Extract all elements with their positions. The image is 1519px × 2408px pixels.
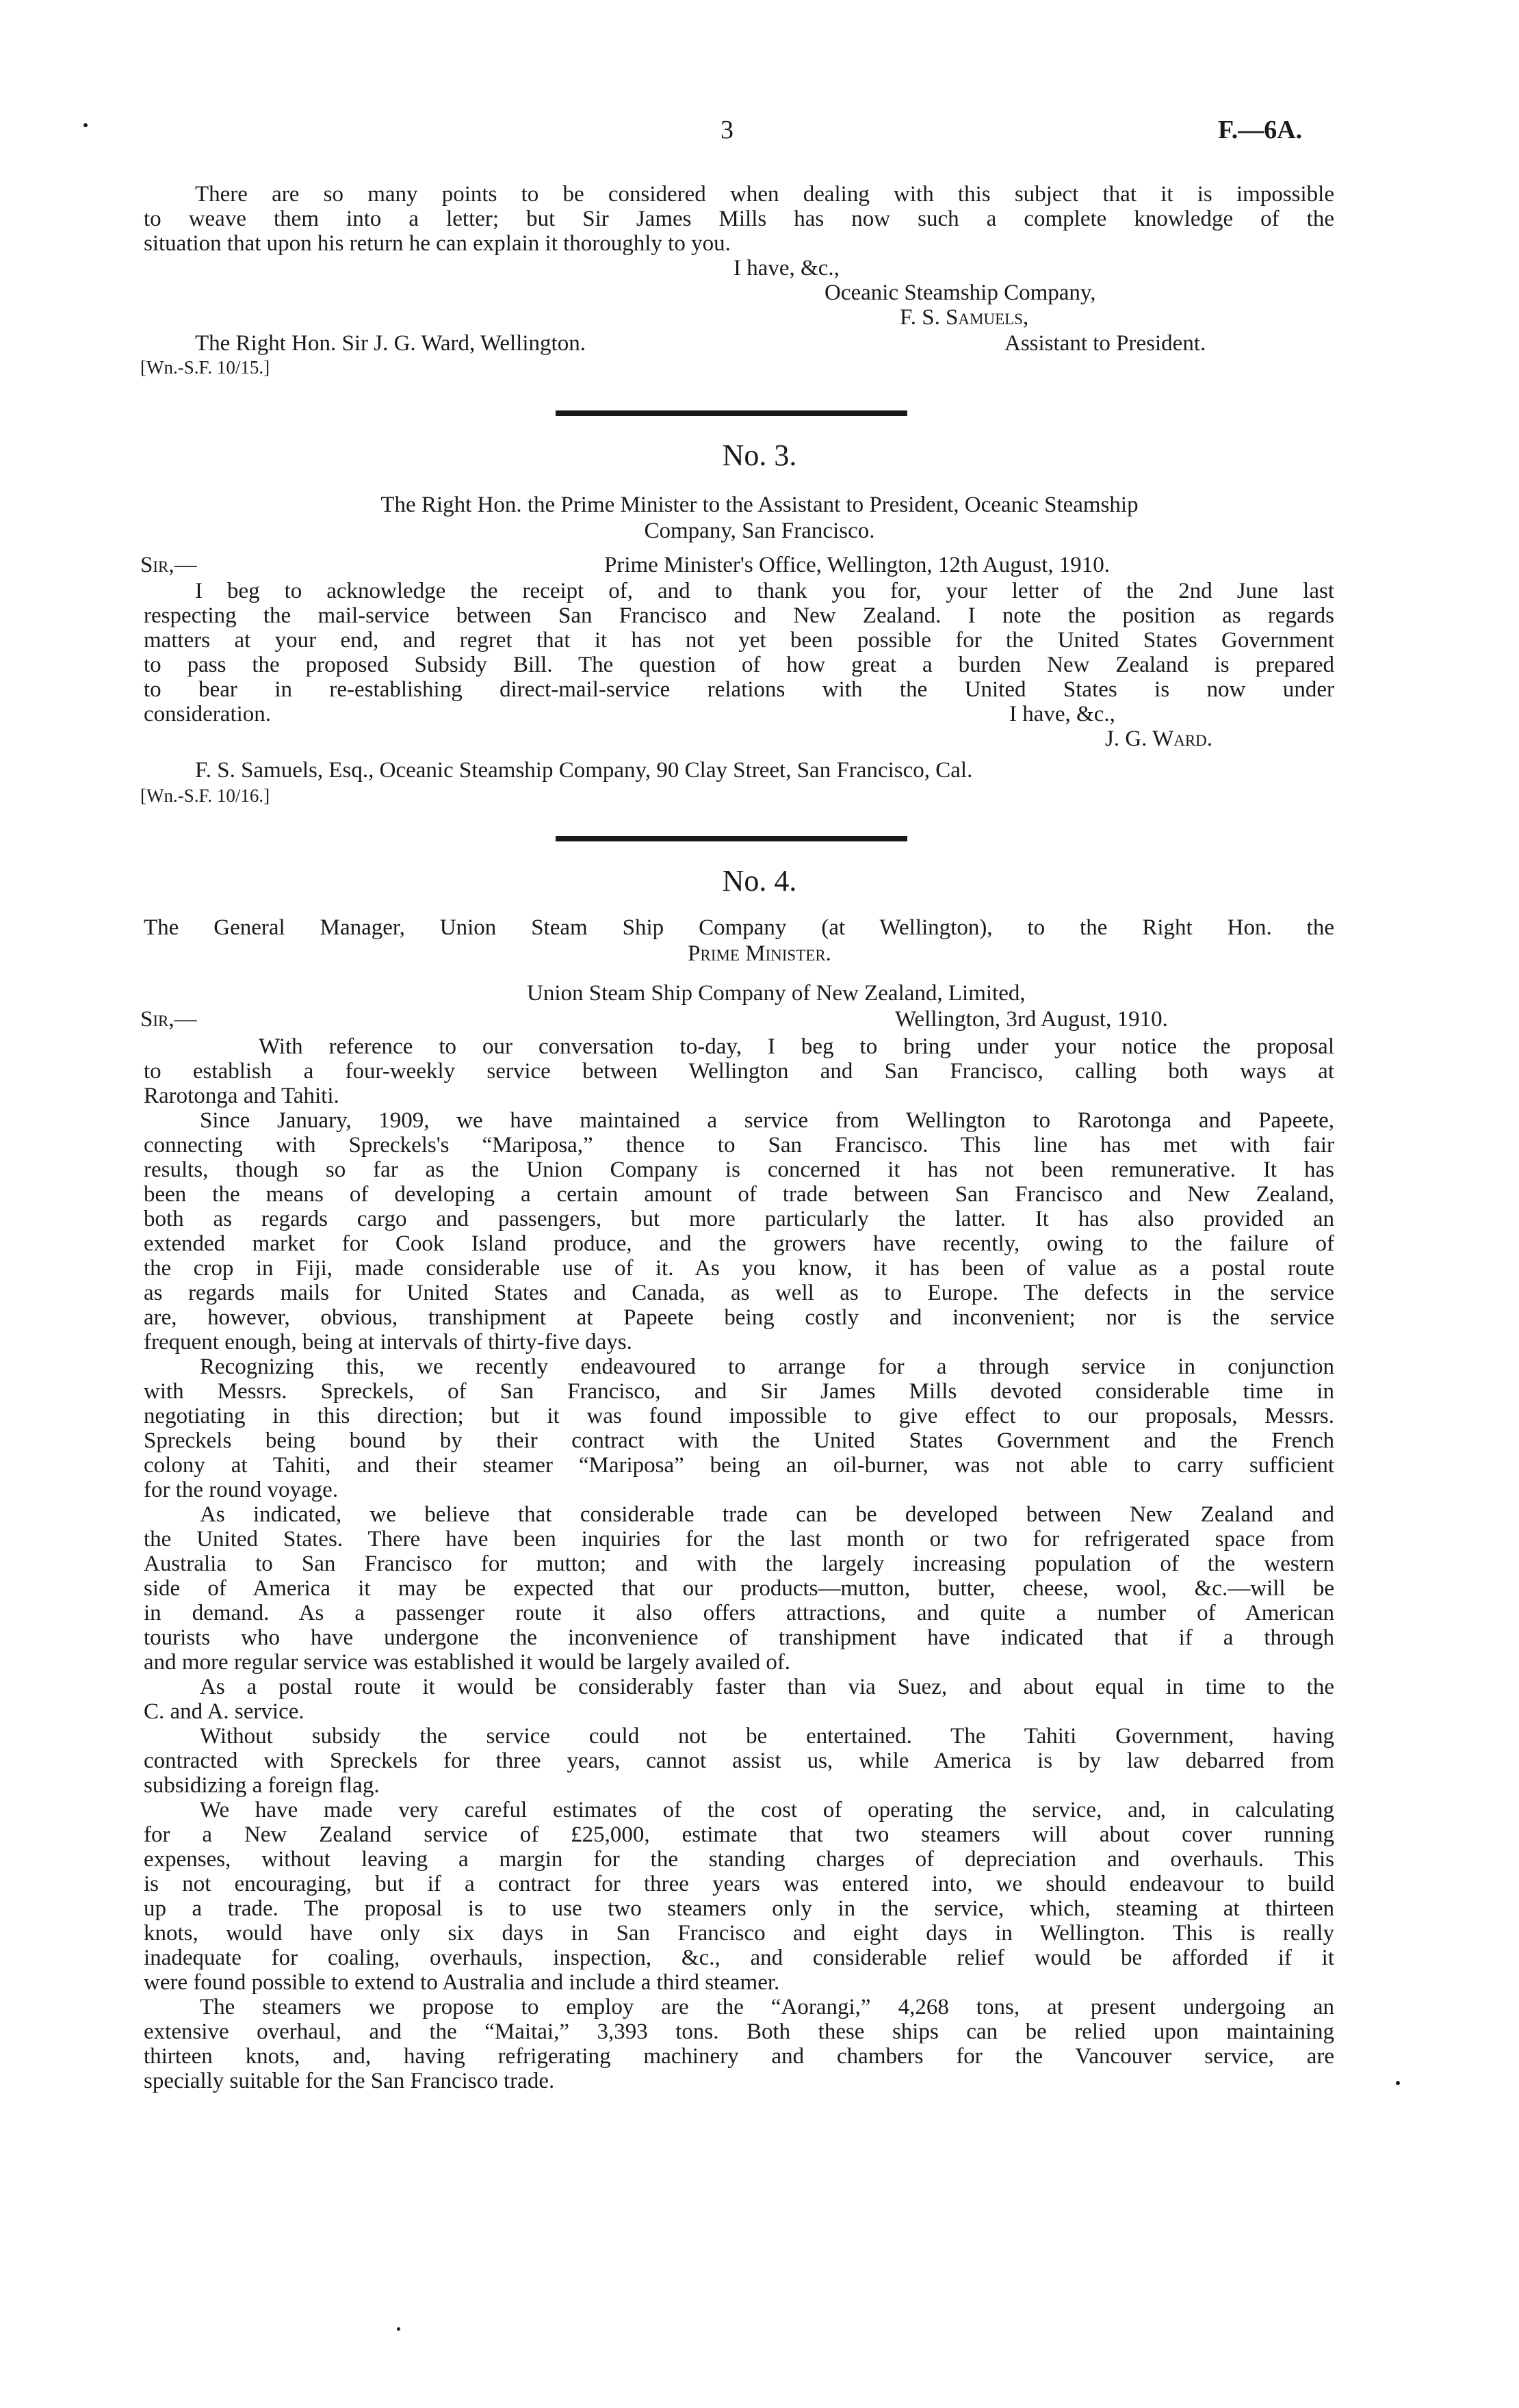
no4-line-20: As indicated, we believe that considerable trade can be developed between New Zealand and [200, 1502, 1334, 1527]
no4-line-6: results, though so far as the Union Company is concerned it has not been remunerative. It has [144, 1157, 1334, 1182]
no4-line-39: were found possible to extend to Australia and include a third steamer. [144, 1970, 780, 1995]
no4-line-14: Recognizing this, we recently endeavoured to arrange for a through service in conjunction [200, 1354, 1334, 1379]
no3-line-4: to pass the proposed Subsidy Bill. The question of how great a burden New Zealand is prepared [144, 653, 1334, 677]
no3-addressee: F. S. Samuels, Esq., Oceanic Steamship Company, 90 Clay Street, San Francisco, Cal. [195, 758, 973, 783]
section-divider-1 [556, 410, 907, 416]
no4-line-21: the United States. There have been inquiries for the last month or two for refrigerated space from [144, 1527, 1334, 1552]
document-code: F.—6A. [1218, 116, 1303, 144]
no4-line-1: With reference to our conversation to-day, I beg to bring under your notice the proposal [259, 1034, 1334, 1059]
no3-signatory: J. G. Ward. [1105, 727, 1213, 751]
no3-salutation: Sir,— [140, 553, 197, 577]
no3-heading-line-2: Company, San Francisco. [644, 519, 875, 543]
margin-mark [83, 123, 88, 127]
no4-line-12: are, however, obvious, transhipment at Papeete being costly and inconvenient; nor is the service [144, 1305, 1334, 1330]
no4-line-37: knots, would have only six days in San Francisco and eight days in Wellington. This is really [144, 1921, 1334, 1946]
no4-line-31: subsidizing a foreign flag. [144, 1773, 380, 1798]
no2-line-1: There are so many points to be considered when dealing with this subject that it is impossible [195, 182, 1334, 207]
no2-signatory: F. S. Samuels, [900, 305, 1029, 330]
no4-salutation: Sir,— [140, 1007, 197, 1032]
no4-line-28: C. and A. service. [144, 1699, 304, 1724]
no3-line-2: respecting the mail-service between San Francisco and New Zealand. I note the position as regards [144, 603, 1334, 628]
no4-line-43: specially suitable for the San Francisco trade. [144, 2069, 555, 2093]
no4-line-5: connecting with Spreckels's “Mariposa,” thence to San Francisco. This line has met with fair [144, 1133, 1334, 1157]
no4-line-3: Rarotonga and Tahiti. [144, 1084, 339, 1108]
no3-reference: [Wn.-S.F. 10/16.] [140, 785, 270, 806]
margin-mark [1396, 2081, 1400, 2085]
no3-heading-line-1: The Right Hon. the Prime Minister to the Assistant to President, Oceanic Steamship [380, 493, 1139, 517]
no3-title: No. 3. [722, 439, 797, 472]
page-number: 3 [720, 116, 733, 144]
no4-place-date: Wellington, 3rd August, 1910. [895, 1007, 1168, 1032]
no4-heading-line-1: The General Manager, Union Steam Ship Company (at Wellington), to the Right Hon. the [144, 915, 1334, 940]
no4-line-19: for the round voyage. [144, 1478, 339, 1502]
no4-sender: Union Steam Ship Company of New Zealand, Limited, [527, 981, 1026, 1006]
no4-line-8: both as regards cargo and passengers, but more particularly the latter. It has also provided an [144, 1207, 1334, 1231]
no2-company: Oceanic Steamship Company, [825, 280, 1096, 305]
no4-line-11: as regards mails for United States and Canada, as well as to Europe. The defects in the service [144, 1281, 1334, 1305]
no4-line-4: Since January, 1909, we have maintained a service from Wellington to Rarotonga and Papeete, [200, 1108, 1334, 1133]
no3-place-date: Prime Minister's Office, Wellington, 12th August, 1910. [604, 553, 1111, 577]
no4-line-10: the crop in Fiji, made considerable use of it. As you know, it has been of value as a postal route [144, 1256, 1334, 1281]
no4-line-33: for a New Zealand service of £25,000, estimate that two steamers will about cover running [144, 1822, 1334, 1847]
no3-line-6: consideration. [144, 702, 272, 727]
no4-line-29: Without subsidy the service could not be entertained. The Tahiti Government, having [200, 1724, 1334, 1749]
no4-line-34: expenses, without leaving a margin for the standing charges of depreciation and overhauls. This [144, 1847, 1334, 1872]
no4-line-35: is not encouraging, but if a contract for three years was entered into, we should endeavour to build [144, 1872, 1334, 1896]
no4-line-36: up a trade. The proposal is to use two steamers only in the service, which, steaming at thirteen [144, 1896, 1334, 1921]
no4-line-17: Spreckels being bound by their contract with the United States Government and the French [144, 1428, 1334, 1453]
no4-line-9: extended market for Cook Island produce, and the growers have recently, owing to the failure of [144, 1231, 1334, 1256]
no4-line-15: with Messrs. Spreckels, of San Francisco, and Sir James Mills devoted considerable time in [144, 1379, 1334, 1404]
no4-line-22: Australia to San Francisco for mutton; and with the largely increasing population of the western [144, 1552, 1334, 1576]
no3-line-5: to bear in re-establishing direct-mail-service relations with the United States is now under [144, 677, 1334, 702]
no2-addressee: The Right Hon. Sir J. G. Ward, Wellington. [195, 331, 586, 356]
no4-line-16: negotiating in this direction; but it was found impossible to give effect to our proposals, Messrs. [144, 1404, 1334, 1428]
section-divider-2 [556, 836, 907, 841]
no3-line-1: I beg to acknowledge the receipt of, and to thank you for, your letter of the 2nd June last [195, 579, 1334, 603]
no2-signatory-title: Assistant to President. [1004, 331, 1206, 356]
no3-closing: I have, &c., [1009, 702, 1115, 727]
no4-line-38: inadequate for coaling, overhauls, inspection, &c., and considerable relief would be afforded if it [144, 1946, 1334, 1970]
no4-line-30: contracted with Spreckels for three years, cannot assist us, while America is by law debarred from [144, 1749, 1334, 1773]
no4-line-18: colony at Tahiti, and their steamer “Mariposa” being an oil-burner, was not able to carry sufficient [144, 1453, 1334, 1478]
no2-closing: I have, &c., [733, 256, 840, 280]
no4-line-25: tourists who have undergone the inconvenience of transhipment have indicated that if a through [144, 1625, 1334, 1650]
no4-line-27: As a postal route it would be considerably faster than via Suez, and about equal in time to the [200, 1675, 1334, 1699]
no4-line-42: thirteen knots, and, having refrigerating machinery and chambers for the Vancouver service, are [144, 2044, 1334, 2069]
no4-line-24: in demand. As a passenger route it also offers attractions, and quite a number of American [144, 1601, 1334, 1625]
no4-line-23: side of America it may be expected that our products—mutton, butter, cheese, wool, &c.—will be [144, 1576, 1334, 1601]
no3-line-3: matters at your end, and regret that it has not yet been possible for the United States Government [144, 628, 1334, 653]
margin-mark [397, 2327, 400, 2331]
no4-line-13: frequent enough, being at intervals of thirty-five days. [144, 1330, 632, 1354]
no4-line-7: been the means of developing a certain amount of trade between San Francisco and New Zealand, [144, 1182, 1334, 1207]
no2-line-2: to weave them into a letter; but Sir James Mills has now such a complete knowledge of the [144, 207, 1334, 231]
no4-line-2: to establish a four-weekly service between Wellington and San Francisco, calling both ways at [144, 1059, 1334, 1084]
no4-line-32: We have made very careful estimates of the cost of operating the service, and, in calculating [200, 1798, 1334, 1822]
no4-line-41: extensive overhaul, and the “Maitai,” 3,393 tons. Both these ships can be relied upon maintaining [144, 2019, 1334, 2044]
no2-line-3: situation that upon his return he can explain it thoroughly to you. [144, 231, 731, 256]
no2-reference: [Wn.-S.F. 10/15.] [140, 357, 270, 378]
no4-line-26: and more regular service was established it would be largely availed of. [144, 1650, 791, 1675]
no4-heading-line-2: Prime Minister. [688, 941, 831, 966]
no4-line-40: The steamers we propose to employ are the “Aorangi,” 4,268 tons, at present undergoing an [200, 1995, 1334, 2019]
no4-title: No. 4. [722, 864, 797, 898]
